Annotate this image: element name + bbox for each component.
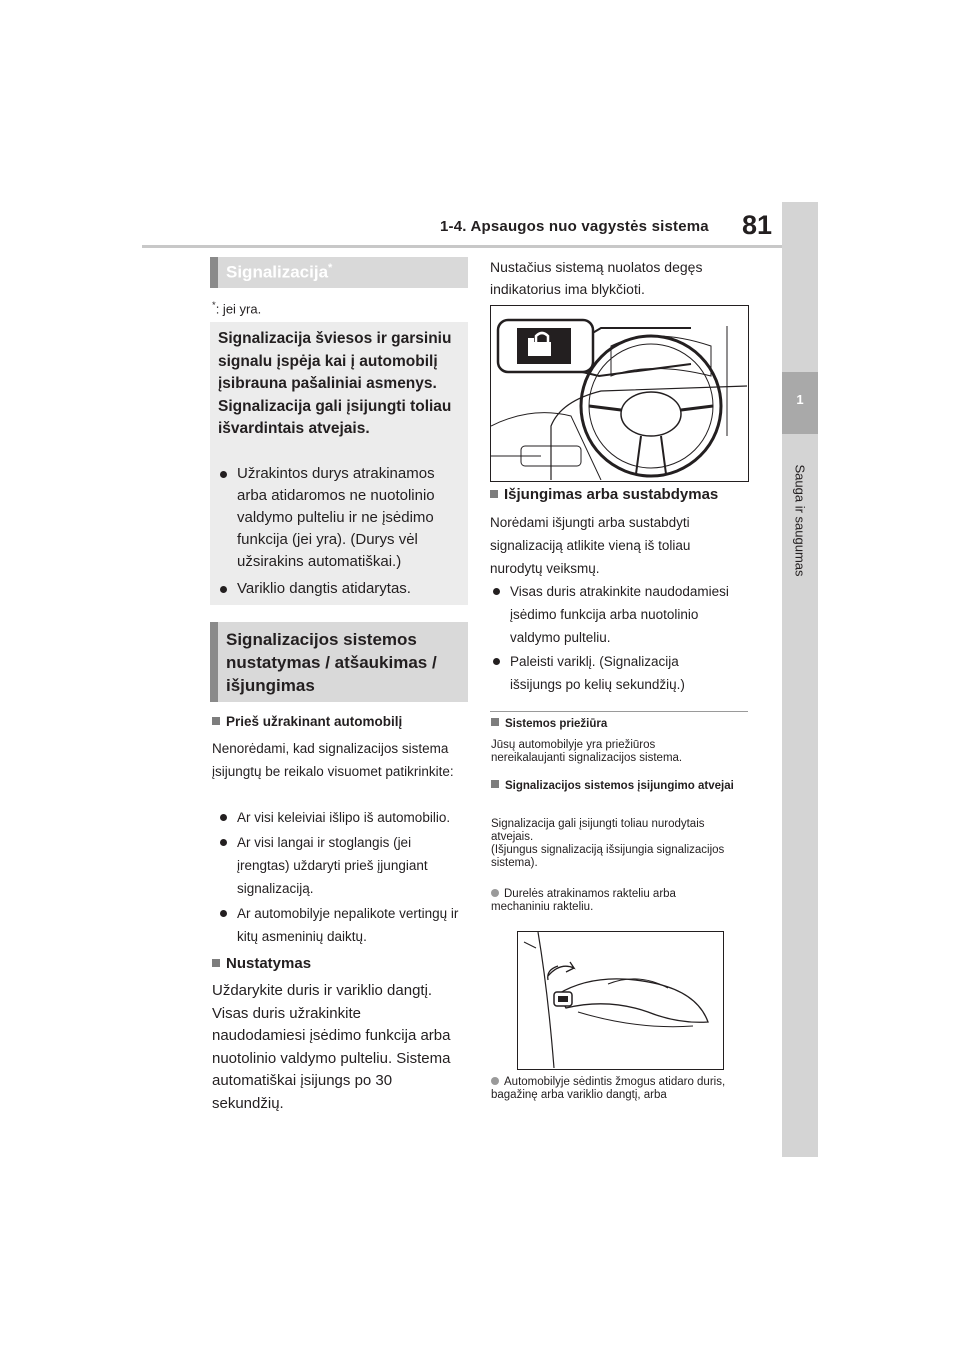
- footnote-text: : jei yra.: [215, 301, 262, 317]
- header-title: 1-4. Apsaugos nuo vagystės sistema: [440, 218, 709, 235]
- setting-text: Uždarykite duris ir variklio dangtį. Visas duris užrakinkite naudodamiesi įsėdimo funkcija arba nuotolinio valdymo pulteliu. Sistema automatiškai įsijungs po 30 sekundžių.: [212, 982, 451, 1112]
- door-handle-figure: [517, 931, 724, 1070]
- check-bullet: [220, 831, 468, 900]
- note-text: Signalizacija gali įsijungti toliau nurodytais atvejais. (Išjungus signalizaciją išsijungia signalizacijos sistema).: [491, 818, 725, 869]
- note-heading: [491, 780, 736, 793]
- check-bullet: [220, 902, 468, 948]
- subheading-text: Nustatymas: [226, 955, 312, 972]
- note-heading: [491, 718, 607, 731]
- note-bullet-text: Automobilyje sėdintis žmogus atidaro duris, bagažinę arba variklio dangtį, arba: [491, 1076, 726, 1101]
- footnote-star: *: [212, 300, 216, 311]
- square-bullet-icon: [212, 717, 220, 725]
- bullet-dot: [220, 814, 227, 821]
- before-lock-text: Nenorėdami, kad signalizacijos sistema įsijungtų be reikalo visuomet patikrinkite:: [212, 741, 454, 779]
- door-handle-illustration: [518, 932, 722, 1068]
- check-bullet-text: Ar automobilyje nepalikote vertingų ir kitų asmeninių daiktų.: [237, 906, 459, 944]
- check-bullet-text: Ar visi keleiviai išlipo iš automobilio.: [237, 810, 451, 825]
- info-bullet-text: Užrakintos durys atrakinamos arba atidaromos ne nuotolinio valdymo pulteliu ir ne įsėdimo funkcija (jei yra). (Durys vėl užsirakins automatiškai.): [237, 465, 435, 570]
- dashboard-illustration: [491, 306, 747, 480]
- intro-text: Nustačius sistemą nuolatos degęs indikatorius ima blykčioti.: [490, 259, 703, 297]
- bullet-dot: [220, 839, 227, 846]
- notes-rule: [490, 711, 748, 712]
- info-bullet-text: Variklio dangtis atidarytas.: [237, 580, 411, 597]
- note-bullet-text: Durelės atrakinamos rakteliu arba mechaniniu rakteliu.: [491, 888, 676, 913]
- section-title: Signalizacija: [226, 262, 329, 282]
- chapter-number: 1: [796, 392, 804, 407]
- info-box-summary: Signalizacija šviesos ir garsiniu signalu įspėja kai į automobilį įsibrauna pašaliniai asmenys. Signalizacija gali įsijungti toliau išvardintais atvejais.: [218, 330, 452, 437]
- note-heading-text: Sistemos priežiūra: [505, 718, 608, 730]
- subheading-disable: [490, 486, 718, 503]
- disable-bullet: [493, 580, 748, 649]
- square-bullet-icon: [212, 959, 220, 967]
- section-title-star: *: [328, 262, 333, 274]
- info-bullet: [220, 578, 460, 600]
- square-bullet-icon: [490, 490, 498, 498]
- chapter-sidebar: [782, 202, 818, 1157]
- square-bullet-icon: [491, 718, 499, 726]
- disable-bullet: [493, 650, 748, 696]
- check-bullet-text: Ar visi langai ir stoglangis (jei įrengtas) uždaryti prieš įjungiant signalizaciją.: [237, 835, 428, 896]
- footnote: [212, 300, 261, 316]
- grey-bullet-icon: [491, 889, 499, 897]
- note-heading-text: Signalizacijos sistemos įsijungimo atvejai: [505, 780, 734, 792]
- note-text: Jūsų automobilyje yra priežiūros nereikalaujanti signalizacijos sistema.: [491, 739, 683, 764]
- subheading-text: Išjungimas arba sustabdymas: [504, 486, 719, 503]
- grey-bullet-icon: [491, 1077, 499, 1085]
- disable-text: Norėdami išjungti arba sustabdyti signalizaciją atlikite vieną iš toliau nurodytų veiksmų.: [490, 515, 691, 576]
- check-bullet: [220, 806, 468, 829]
- note-bullet: [491, 888, 721, 914]
- bullet-dot: [220, 586, 227, 593]
- section2-title: Signalizacijos sistemos nustatymas / atšaukimas / išjungimas: [226, 630, 437, 695]
- subheading-before-lock: [212, 712, 402, 732]
- page-number: 81: [742, 210, 773, 240]
- subheading-text: Prieš užrakinant automobilį: [226, 714, 403, 729]
- subheading-setting: [212, 955, 311, 972]
- section-heading-setup: [210, 622, 468, 702]
- bullet-dot: [493, 658, 500, 665]
- bullet-dot: [220, 471, 227, 478]
- disable-bullet-text: Paleisti variklį. (Signalizacija išsijungs po kelių sekundžių.): [510, 654, 685, 692]
- bullet-dot: [220, 910, 227, 917]
- bullet-dot: [493, 588, 500, 595]
- section-heading-alarm: [210, 257, 468, 288]
- dashboard-figure: [490, 305, 749, 482]
- info-bullet: [220, 463, 460, 573]
- note-bullet: [491, 1076, 731, 1102]
- header-rule: [142, 245, 782, 248]
- disable-bullet-text: Visas duris atrakinkite naudodamiesi įsėdimo funkcija arba nuotolinio valdymo pulteliu.: [510, 584, 729, 645]
- square-bullet-icon: [491, 780, 499, 788]
- chapter-label: Sauga ir saugumas: [792, 464, 808, 577]
